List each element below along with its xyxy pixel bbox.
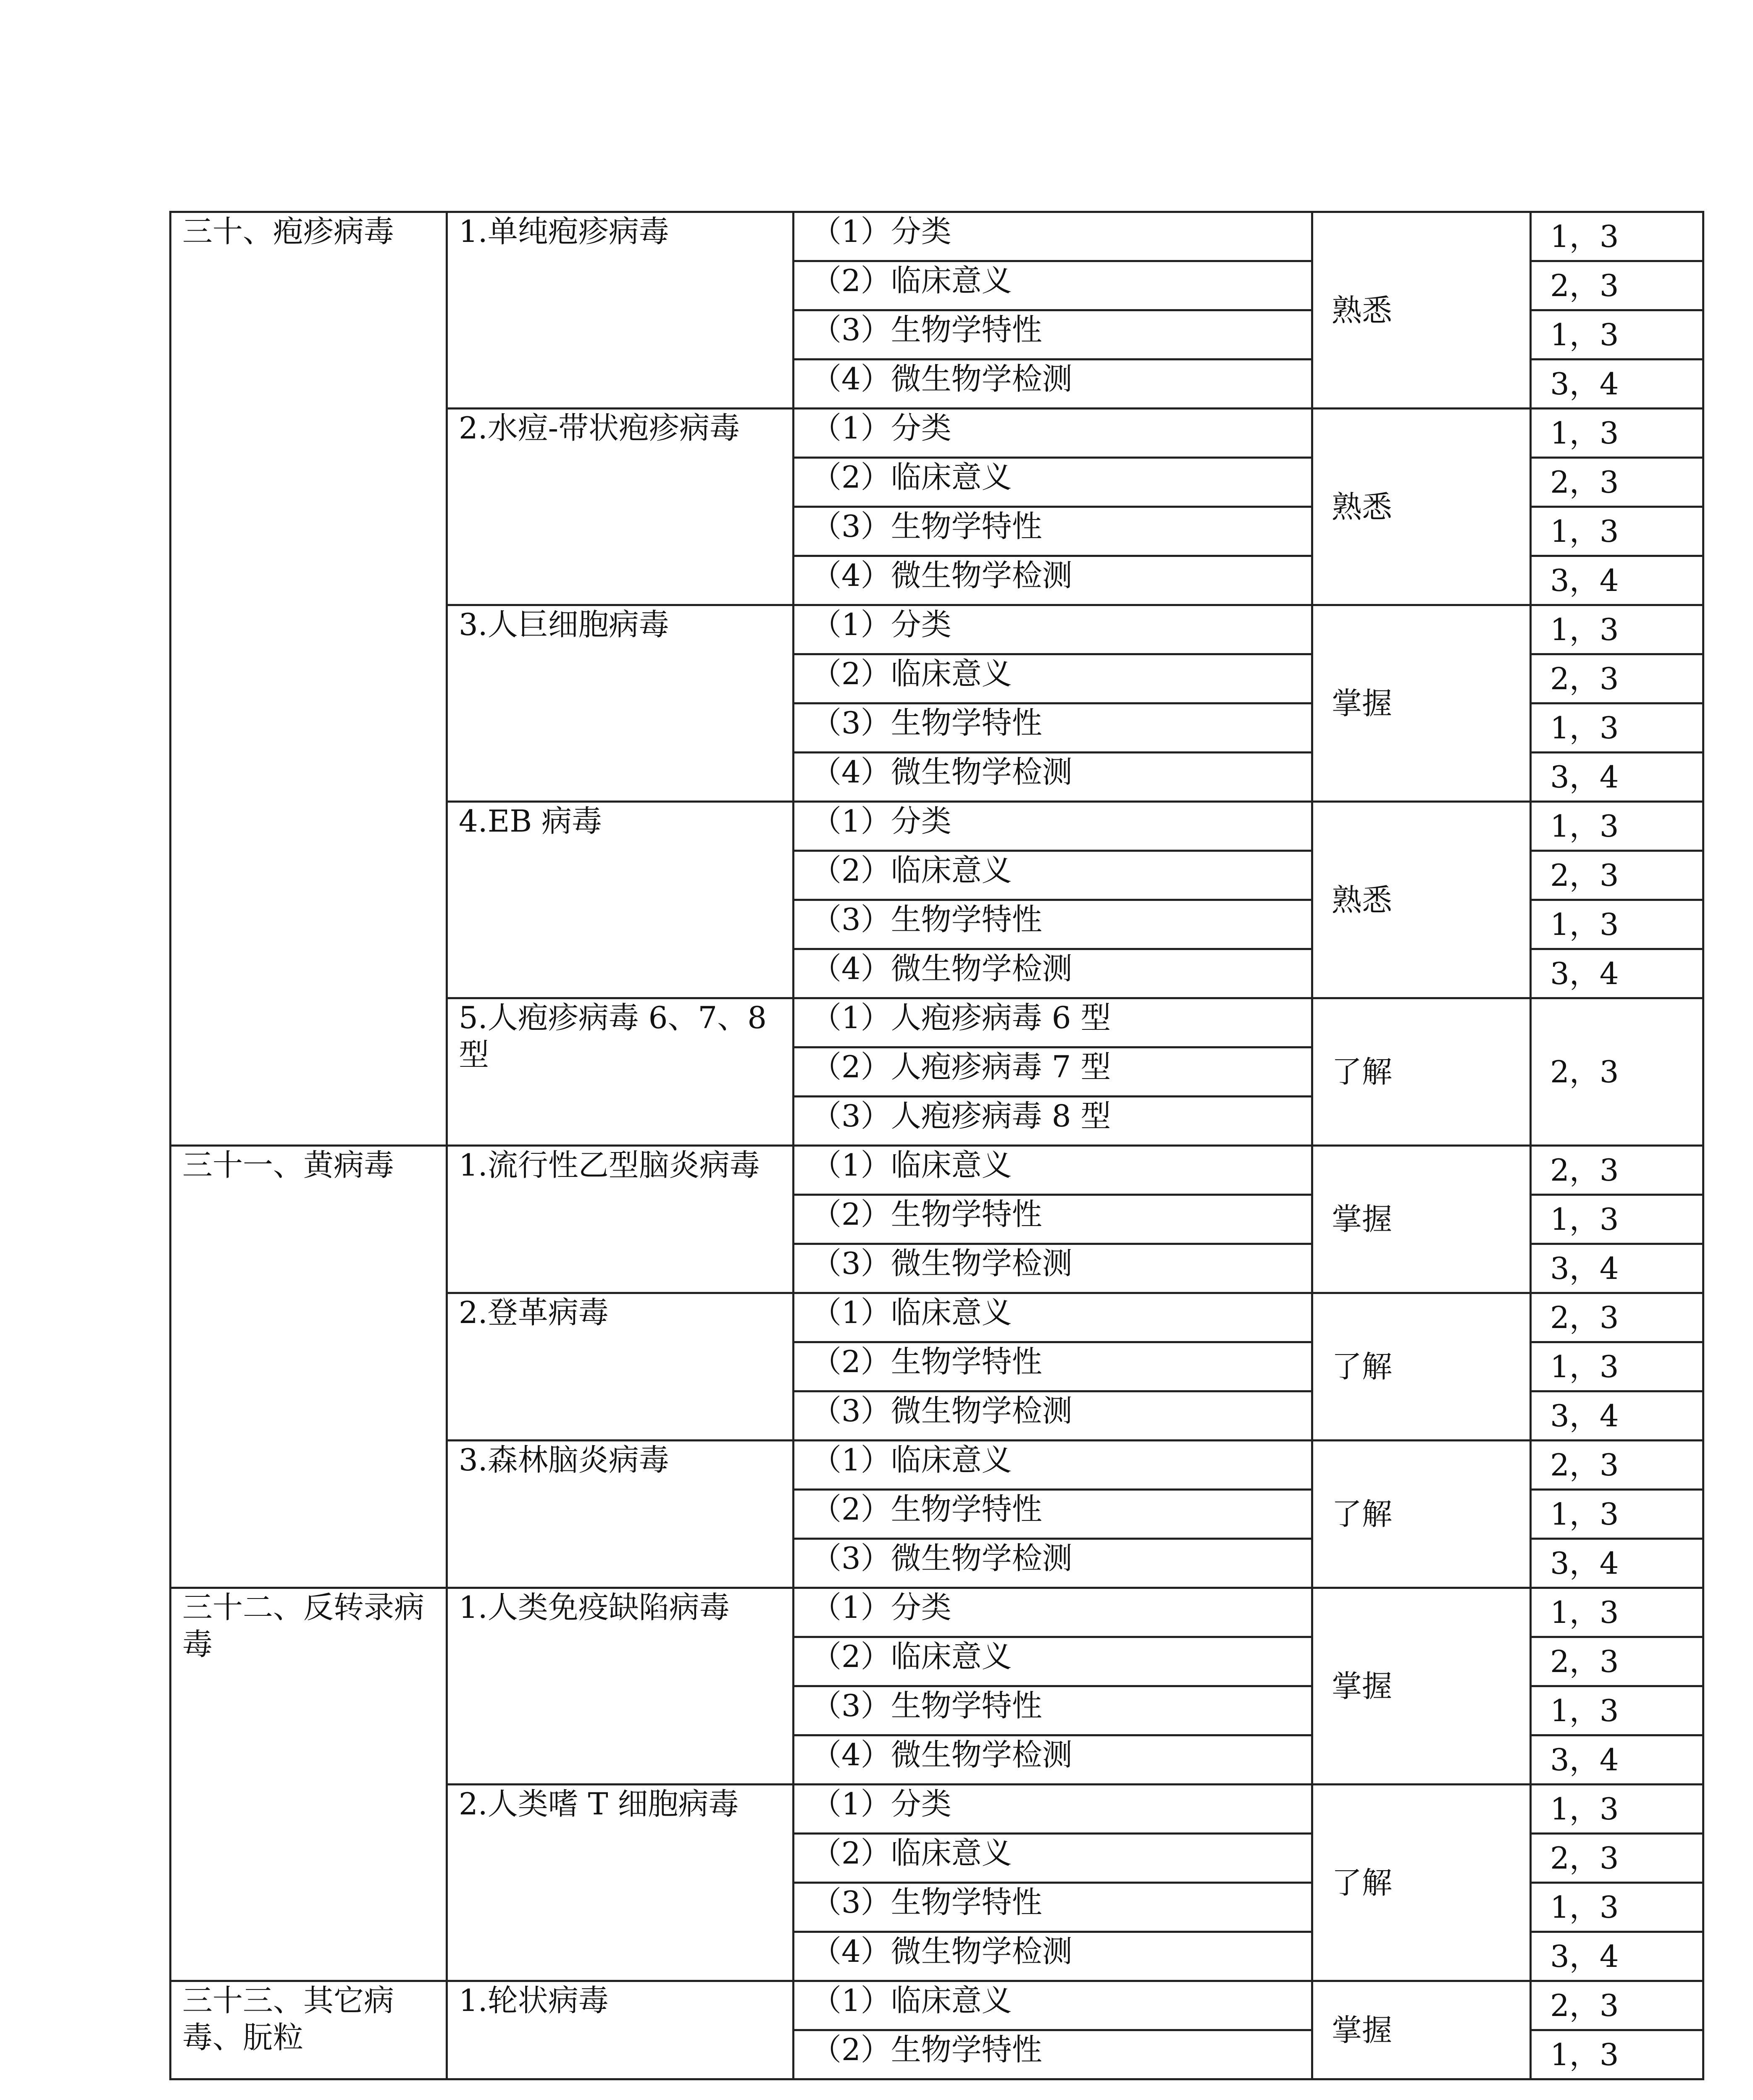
item-cell: （1）分类 [794, 605, 1312, 654]
code-cell: 2，3 [1531, 1293, 1703, 1342]
code-cell: 1，3 [1531, 1785, 1703, 1834]
code-cell: 2，3 [1531, 1637, 1703, 1686]
item-cell: （3）微生物学检测 [794, 1391, 1312, 1441]
level-cell: 掌握 [1312, 1981, 1531, 2079]
code-cell: 1，3 [1531, 212, 1703, 261]
item-cell: （1）人疱疹病毒 6 型 [794, 998, 1312, 1047]
code-cell: 2，3 [1531, 654, 1703, 704]
code-cell: 1，3 [1531, 310, 1703, 360]
item-cell: （4）微生物学检测 [794, 556, 1312, 605]
table-row [171, 1981, 1703, 2030]
code-cell: 2，3 [1531, 458, 1703, 507]
item-cell: （4）微生物学检测 [794, 360, 1312, 409]
subtopic-cell: 3.人巨细胞病毒 [447, 605, 794, 802]
subtopic-cell: 1.轮状病毒 [447, 1981, 794, 2079]
section-cell: 三十一、黄病毒 [171, 1146, 447, 1588]
subtopic-cell: 5.人疱疹病毒 6、7、8 型 [447, 998, 794, 1146]
code-cell: 2，3 [1531, 1834, 1703, 1883]
level-cell: 了解 [1312, 1441, 1531, 1588]
item-cell: （1）分类 [794, 1588, 1312, 1637]
item-cell: （2）生物学特性 [794, 1490, 1312, 1539]
level-cell: 掌握 [1312, 605, 1531, 802]
level-cell: 熟悉 [1312, 409, 1531, 605]
code-cell: 1，3 [1531, 1342, 1703, 1391]
item-cell: （4）微生物学检测 [794, 1735, 1312, 1785]
code-cell: 1，3 [1531, 605, 1703, 654]
item-cell: （3）微生物学检测 [794, 1244, 1312, 1293]
subtopic-cell: 2.人类嗜 T 细胞病毒 [447, 1785, 794, 1981]
item-cell: （3）生物学特性 [794, 507, 1312, 556]
item-cell: （2）临床意义 [794, 851, 1312, 900]
code-cell: 1，3 [1531, 1195, 1703, 1244]
table-row [171, 212, 1703, 261]
item-cell: （3）微生物学检测 [794, 1539, 1312, 1588]
level-cell: 了解 [1312, 998, 1531, 1146]
code-cell: 3，4 [1531, 360, 1703, 409]
code-cell: 1，3 [1531, 1588, 1703, 1637]
code-cell: 3，4 [1531, 556, 1703, 605]
section-cell: 三十二、反转录病毒 [171, 1588, 447, 1981]
item-cell: （4）微生物学检测 [794, 753, 1312, 802]
code-cell: 3，4 [1531, 949, 1703, 998]
subtopic-cell: 4.EB 病毒 [447, 802, 794, 998]
item-cell: （1）临床意义 [794, 1293, 1312, 1342]
code-cell: 1，3 [1531, 1490, 1703, 1539]
item-cell: （1）分类 [794, 212, 1312, 261]
item-cell: （1）临床意义 [794, 1146, 1312, 1195]
code-cell: 1，3 [1531, 802, 1703, 851]
code-cell: 3，4 [1531, 753, 1703, 802]
code-cell: 1，3 [1531, 507, 1703, 556]
code-cell: 2，3 [1531, 1981, 1703, 2030]
item-cell: （2）临床意义 [794, 261, 1312, 310]
item-cell: （2）生物学特性 [794, 1195, 1312, 1244]
item-cell: （3）生物学特性 [794, 900, 1312, 949]
code-cell: 1，3 [1531, 2030, 1703, 2079]
subtopic-cell: 2.水痘-带状疱疹病毒 [447, 409, 794, 605]
item-cell: （2）临床意义 [794, 458, 1312, 507]
level-cell: 掌握 [1312, 1588, 1531, 1785]
item-cell: （1）分类 [794, 802, 1312, 851]
item-cell: （3）生物学特性 [794, 704, 1312, 753]
code-cell: 1，3 [1531, 900, 1703, 949]
table-row [171, 1146, 1703, 1195]
item-cell: （3）生物学特性 [794, 310, 1312, 360]
code-cell: 1，3 [1531, 1883, 1703, 1932]
code-cell: 3，4 [1531, 1735, 1703, 1785]
subtopic-cell: 3.森林脑炎病毒 [447, 1441, 794, 1588]
level-cell: 熟悉 [1312, 212, 1531, 409]
item-cell: （1）分类 [794, 1785, 1312, 1834]
level-cell: 掌握 [1312, 1146, 1531, 1293]
code-cell: 2，3 [1531, 1441, 1703, 1490]
code-cell: 3，4 [1531, 1391, 1703, 1441]
code-cell: 2，3 [1531, 851, 1703, 900]
subtopic-cell: 1.流行性乙型脑炎病毒 [447, 1146, 794, 1293]
item-cell: （2）临床意义 [794, 1637, 1312, 1686]
subtopic-cell: 1.单纯疱疹病毒 [447, 212, 794, 409]
section-cell: 三十、疱疹病毒 [171, 212, 447, 1146]
item-cell: （3）人疱疹病毒 8 型 [794, 1097, 1312, 1146]
item-cell: （1）临床意义 [794, 1441, 1312, 1490]
code-cell: 2，3 [1531, 998, 1703, 1146]
subtopic-cell: 2.登革病毒 [447, 1293, 794, 1441]
item-cell: （1）临床意义 [794, 1981, 1312, 2030]
item-cell: （1）分类 [794, 409, 1312, 458]
syllabus-table [169, 211, 1704, 2080]
item-cell: （2）人疱疹病毒 7 型 [794, 1047, 1312, 1097]
item-cell: （4）微生物学检测 [794, 1932, 1312, 1981]
level-cell: 熟悉 [1312, 802, 1531, 998]
code-cell: 3，4 [1531, 1539, 1703, 1588]
table-row [171, 1588, 1703, 1637]
section-cell: 三十三、其它病毒、朊粒 [171, 1981, 447, 2079]
item-cell: （4）微生物学检测 [794, 949, 1312, 998]
item-cell: （3）生物学特性 [794, 1883, 1312, 1932]
code-cell: 2，3 [1531, 1146, 1703, 1195]
item-cell: （3）生物学特性 [794, 1686, 1312, 1735]
item-cell: （2）生物学特性 [794, 2030, 1312, 2079]
table-body [171, 212, 1703, 2079]
code-cell: 3，4 [1531, 1932, 1703, 1981]
item-cell: （2）生物学特性 [794, 1342, 1312, 1391]
level-cell: 了解 [1312, 1785, 1531, 1981]
subtopic-cell: 1.人类免疫缺陷病毒 [447, 1588, 794, 1785]
item-cell: （2）临床意义 [794, 654, 1312, 704]
code-cell: 2，3 [1531, 261, 1703, 310]
code-cell: 1，3 [1531, 409, 1703, 458]
item-cell: （2）临床意义 [794, 1834, 1312, 1883]
code-cell: 1，3 [1531, 704, 1703, 753]
code-cell: 1，3 [1531, 1686, 1703, 1735]
code-cell: 3，4 [1531, 1244, 1703, 1293]
level-cell: 了解 [1312, 1293, 1531, 1441]
